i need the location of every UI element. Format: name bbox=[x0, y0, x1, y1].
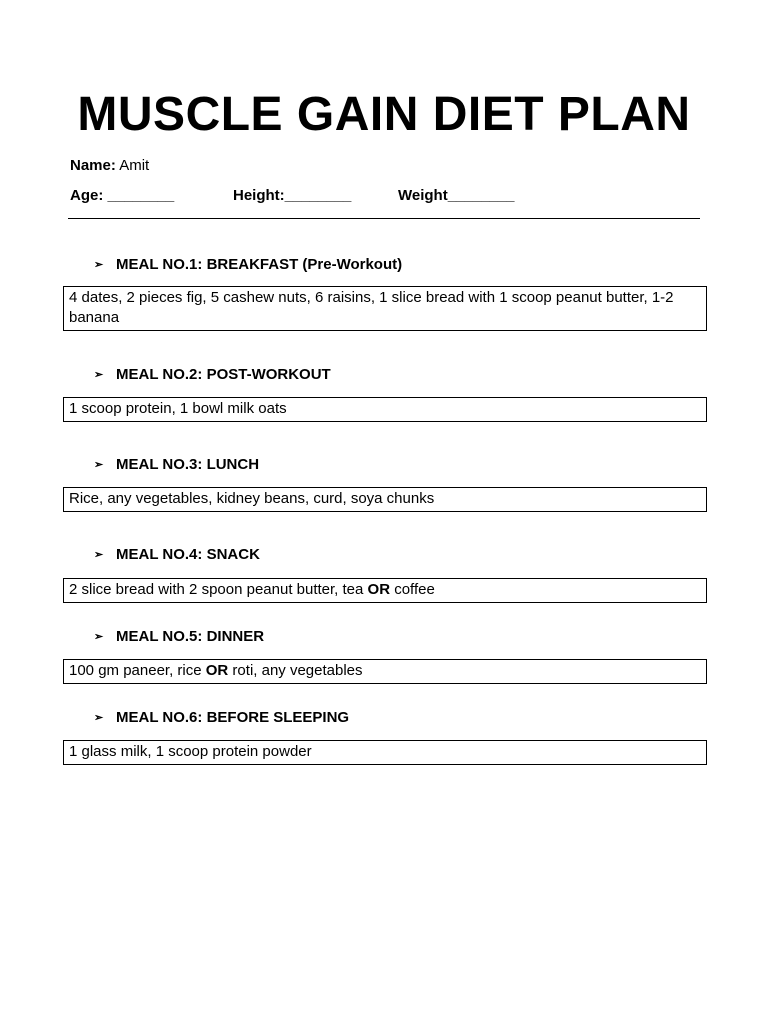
name-value: Amit bbox=[119, 157, 150, 174]
page-title: MUSCLE GAIN DIET PLAN bbox=[77, 88, 691, 141]
meal-4-box bbox=[63, 578, 707, 603]
meal-4-or: OR bbox=[367, 581, 391, 598]
meal-1-text: 4 dates, 2 pieces fig, 5 cashew nuts, 6 raisins, 1 slice bread with 1 scoop peanut butter, 1-2 banana bbox=[69, 289, 674, 326]
arrowhead-bullet-icon: ➢ bbox=[94, 712, 104, 724]
meal-3-text: Rice, any vegetables, kidney beans, curd, soya chunks bbox=[69, 490, 435, 507]
meal-1-heading bbox=[94, 256, 402, 273]
meal-3-heading bbox=[94, 456, 259, 473]
meal-3-box bbox=[63, 487, 707, 512]
meal-6-heading bbox=[94, 709, 349, 726]
meal-4-title: MEAL NO.4: SNACK bbox=[116, 546, 260, 563]
meal-6-text: 1 glass milk, 1 scoop protein powder bbox=[69, 743, 312, 760]
name-label: Name: bbox=[70, 157, 116, 174]
meal-6-box bbox=[63, 740, 707, 765]
meal-3-title: MEAL NO.3: LUNCH bbox=[116, 456, 260, 473]
arrowhead-bullet-icon: ➢ bbox=[94, 631, 104, 643]
meal-2-text: 1 scoop protein, 1 bowl milk oats bbox=[69, 400, 287, 417]
meal-2-heading bbox=[94, 366, 331, 383]
meal-2-box bbox=[63, 397, 707, 422]
meal-5-box bbox=[63, 659, 707, 684]
weight-field: Weight________ bbox=[398, 187, 515, 204]
meal-2-title: MEAL NO.2: POST-WORKOUT bbox=[116, 366, 331, 383]
meal-5-or: OR bbox=[205, 662, 229, 679]
meal-5-title: MEAL NO.5: DINNER bbox=[116, 628, 265, 645]
arrowhead-bullet-icon: ➢ bbox=[94, 369, 104, 381]
header-divider bbox=[68, 218, 700, 219]
meal-4-heading bbox=[94, 546, 260, 563]
arrowhead-bullet-icon: ➢ bbox=[94, 549, 104, 561]
arrowhead-bullet-icon: ➢ bbox=[94, 259, 104, 271]
meal-6-title: MEAL NO.6: BEFORE SLEEPING bbox=[116, 709, 350, 726]
meal-5-text-pre: 100 gm paneer, rice bbox=[69, 662, 206, 679]
meal-5-heading bbox=[94, 628, 264, 645]
meal-4-text-post: coffee bbox=[390, 581, 435, 598]
meal-1-title: MEAL NO.1: BREAKFAST (Pre-Workout) bbox=[116, 256, 403, 273]
meal-5-text-post: roti, any vegetables bbox=[228, 662, 363, 679]
meal-1-box bbox=[63, 286, 707, 331]
meal-4-text-pre: 2 slice bread with 2 spoon peanut butter, tea bbox=[69, 581, 368, 598]
arrowhead-bullet-icon: ➢ bbox=[94, 459, 104, 471]
age-field: Age: ________ bbox=[70, 187, 175, 204]
height-field: Height:________ bbox=[233, 187, 352, 204]
name-line bbox=[70, 157, 149, 174]
